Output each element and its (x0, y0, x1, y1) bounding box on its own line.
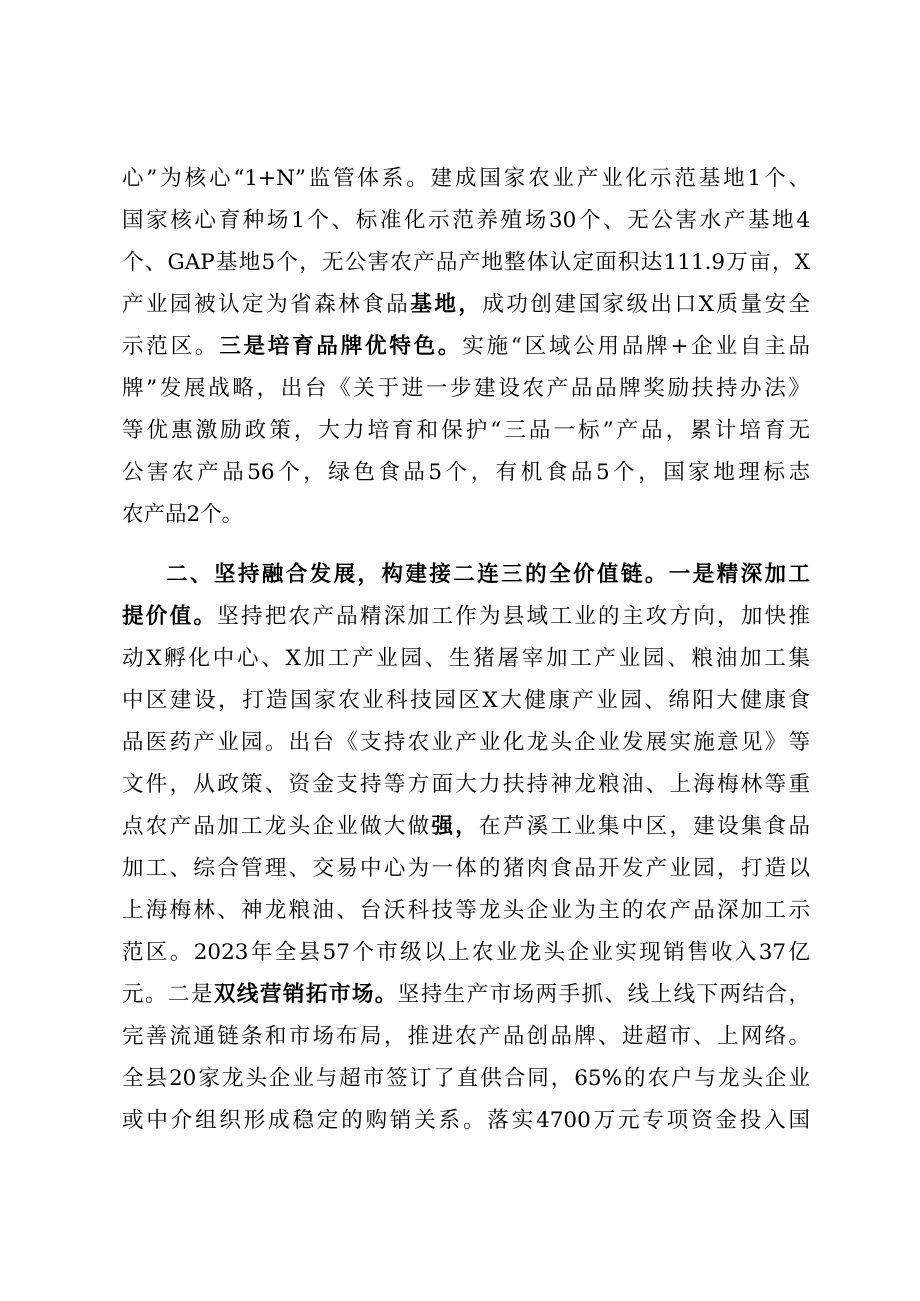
text-segment: 个、GAP基地5个，无公害农产品产地整体认定面积达111.9万亩，X (122, 250, 810, 275)
text-line (122, 368, 810, 410)
text-line (122, 680, 810, 722)
text-segment: 动X孵化中心、X加工产业园、生猪屠宰加工产业园、粮油加工集 (122, 646, 810, 671)
text-segment: 范区。2023年全县57个市级以上农业龙头企业实现销售收入37亿 (122, 940, 810, 965)
text-line (122, 638, 810, 680)
text-line (122, 848, 810, 890)
text-segment: 坚持生产市场两手抓、线上线下两结合， (397, 982, 810, 1007)
text-segment: 中区建设，打造国家农业科技园区X大健康产业园、绵阳大健康食 (122, 688, 810, 713)
text-line (122, 158, 810, 200)
text-segment: 全县20家龙头企业与超市签订了直供合同，65%的农户与龙头企业 (122, 1066, 810, 1091)
text-segment: 成功创建国家级出口X质量安全 (482, 292, 810, 317)
text-segment: 点农产品加工龙头企业做大做 (122, 814, 432, 839)
text-segment: 国家核心育种场1个、标准化示范养殖场30个、无公害水产基地4 (122, 208, 810, 233)
bold-text-segment: 强， (431, 814, 480, 839)
text-segment: 元。二是 (122, 982, 214, 1007)
text-line (122, 722, 810, 764)
text-segment: 加工、综合管理、交易中心为一体的猪肉食品开发产业园，打造以 (122, 856, 810, 881)
bold-text-segment: 三是培育品牌优特色。 (219, 334, 463, 359)
text-line (122, 596, 810, 638)
text-line (122, 974, 810, 1016)
text-segment: 上海梅林、神龙粮油、台沃科技等龙头企业为主的农产品深加工示 (122, 898, 810, 923)
paragraph-industry-integration (122, 554, 810, 1142)
text-segment: 品医药产业园。出台《支持农业产业化龙头企业发展实施意见》等 (122, 730, 810, 755)
text-segment: 坚持把农产品精深加工作为县域工业的主攻方向，加快推 (217, 604, 810, 629)
bold-text-segment: 双线营销拓市场。 (213, 982, 398, 1007)
text-segment: 文件，从政策、资金支持等方面大力扶持神龙粮油、上海梅林等重 (122, 772, 810, 797)
text-line (122, 326, 810, 368)
text-line (122, 932, 810, 974)
text-line (122, 284, 810, 326)
bold-text-segment: 提价值。 (122, 604, 218, 629)
text-segment: 完善流通链条和市场布局，推进农产品创品牌、进超市、上网络。 (122, 1024, 810, 1049)
text-line (122, 764, 810, 806)
text-line (122, 494, 810, 536)
text-segment: 实施“区域公用品牌+企业自主品 (462, 334, 810, 359)
paragraph-brand-quality (122, 158, 810, 536)
text-segment: 在芦溪工业集中区，建设集食品 (479, 814, 810, 839)
text-line (122, 242, 810, 284)
text-line (122, 890, 810, 932)
text-line (122, 200, 810, 242)
text-segment: 等优惠激励政策，大力培育和保护“三品一标”产品，累计培育无 (122, 418, 810, 443)
text-segment: 农产品2个。 (122, 502, 244, 527)
text-segment: 或中介组织形成稳定的购销关系。落实4700万元专项资金投入国 (122, 1108, 810, 1133)
text-segment: 产业园被认定为省森林食品 (122, 292, 411, 317)
bold-text-segment: 基地， (410, 292, 483, 317)
text-line (122, 1058, 810, 1100)
text-segment: 公害农产品56个，绿色食品5个，有机食品5个，国家地理标志 (122, 460, 810, 485)
text-line (122, 554, 810, 596)
text-segment: 心”为核心“1+N”监管体系。建成国家农业产业化示范基地1个、 (122, 166, 810, 191)
text-line (122, 1016, 810, 1058)
text-line (122, 452, 810, 494)
text-segment: 牌”发展战略，出台《关于进一步建设农产品品牌奖励扶持办法》 (122, 376, 810, 401)
text-line (122, 1100, 810, 1142)
bold-text-segment: 二、坚持融合发展，构建接二连三的全价值链。一是精深加工 (166, 562, 810, 587)
text-segment: 示范区。 (122, 334, 220, 359)
text-line (122, 806, 810, 848)
text-line (122, 410, 810, 452)
